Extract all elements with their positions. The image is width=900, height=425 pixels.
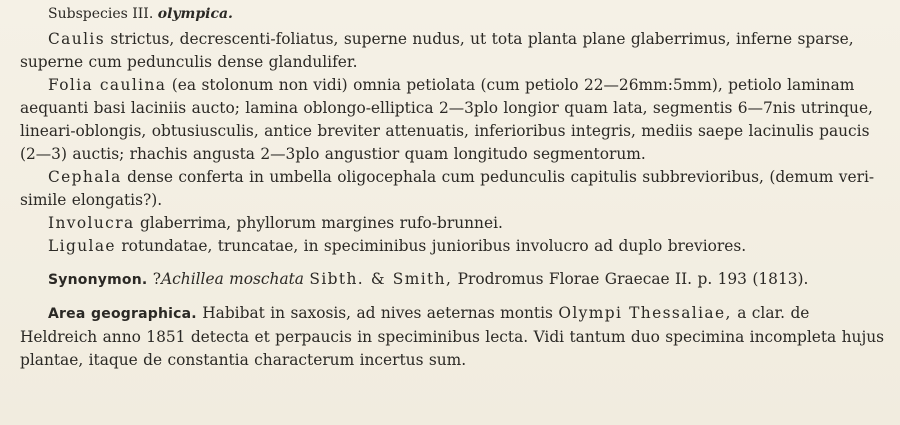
caulis-text: strictus, decrescenti-foliatus, superne nudus, ut tota planta plane glaberrimus, inferne sparse, superne cum pedunculis dense glandulifer. xyxy=(20,30,854,71)
caulis-paragraph xyxy=(20,28,886,74)
area-place: Olympi Thessaliae, xyxy=(558,304,732,322)
area-label: Area geographica. xyxy=(48,306,197,322)
subspecies-heading xyxy=(48,6,886,22)
involucra-term: Involucra xyxy=(48,214,135,232)
synonymon-authors: Sibth. & Smith, xyxy=(309,270,453,288)
synonymon-taxon: Achillea moschata xyxy=(161,270,304,288)
involucra-text: glaberrima, phyllorum margines rufo-brunnei. xyxy=(139,214,503,232)
area-text-b: a clar. de Heldreich anno 1851 detecta et perpaucis in speciminibus lecta. Vidi tantum duo specimina incompleta hujus plantae, itaque de constantia characterum incertus sum. xyxy=(20,304,885,369)
section-gap-2 xyxy=(20,292,886,302)
section-gap xyxy=(20,258,886,268)
synonymon-mark: ? xyxy=(152,270,162,288)
subspecies-prefix: Subspecies III. xyxy=(48,6,154,22)
caulis-term: Caulis xyxy=(48,30,106,48)
folia-text: (ea stolonum non vidi) omnia petiolata (cum petiolo 22—26mm:5mm), petiolo laminam aequanti basi laciniis aucto; lamina oblongo-elliptica 2—3plo longior quam lata, segmentis 6—7nis utrinque, lineari-oblongis, obtusiusculis, antice breviter attenuatis, inferioribus integris, mediis saepe lacinulis paucis (2—3) auctis; rhachis angusta 2—3plo angustior quam longitudo segmentorum. xyxy=(20,76,873,163)
area-paragraph xyxy=(20,302,886,372)
ligulae-text: rotundatae, truncatae, in speciminibus junioribus involucro ad duplo breviores. xyxy=(121,237,747,255)
folia-paragraph xyxy=(20,74,886,166)
synonymon-paragraph xyxy=(20,268,886,292)
synonymon-label: Synonymon. xyxy=(48,272,148,288)
synonymon-citation: Prodromus Florae Graecae II. p. 193 (1813). xyxy=(457,270,809,288)
ligulae-paragraph xyxy=(20,235,886,258)
ligulae-term: Ligulae xyxy=(48,237,116,255)
cephala-term: Cephala xyxy=(48,168,122,186)
cephala-text: dense conferta in umbella oligocephala cum pedunculis capitulis subbrevioribus, (demum veri- simile elongatis?). xyxy=(20,168,875,209)
folia-term: Folia caulina xyxy=(48,76,167,94)
involucra-paragraph xyxy=(20,212,886,235)
subspecies-name: olympica. xyxy=(157,6,233,22)
area-text-a: Habibat in saxosis, ad nives aeternas montis xyxy=(202,304,553,322)
cephala-paragraph xyxy=(20,166,886,212)
